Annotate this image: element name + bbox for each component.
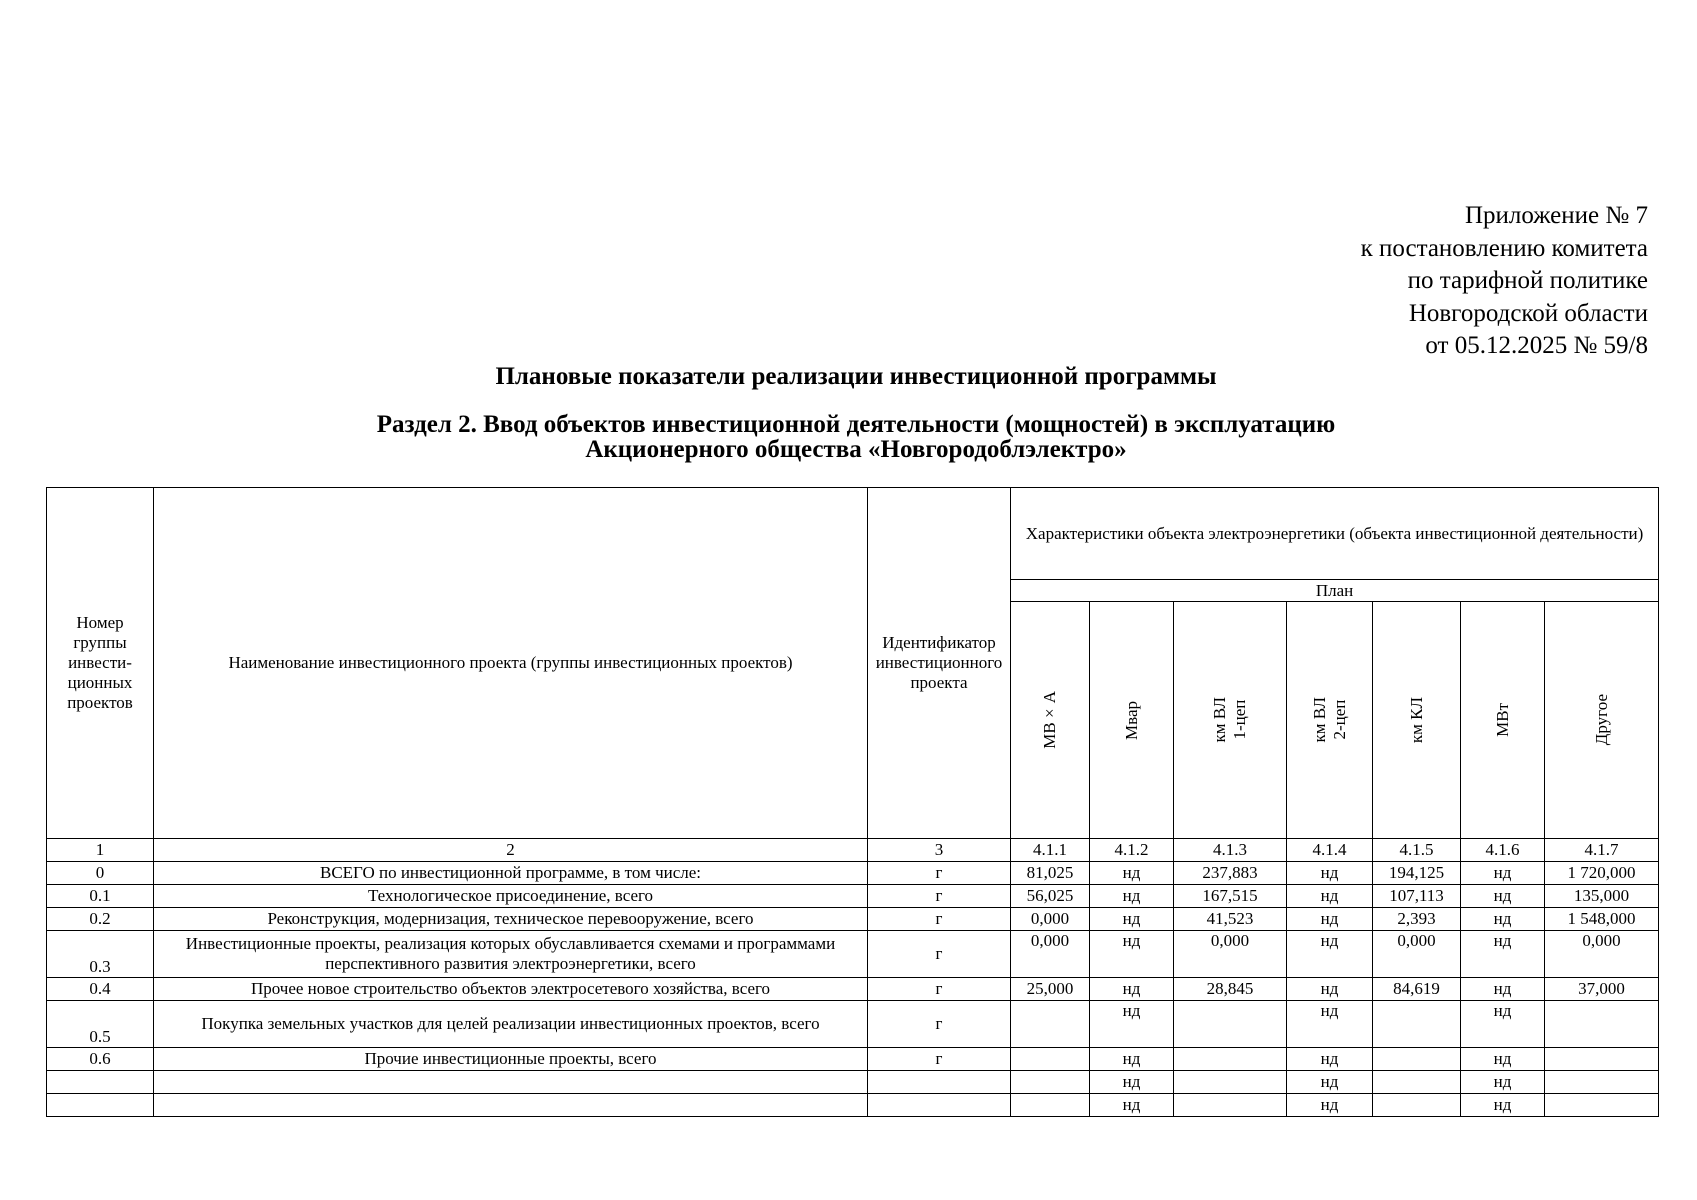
header-unit-label: Другое bbox=[1591, 694, 1611, 746]
table-row bbox=[47, 1071, 1659, 1094]
row-value: нд bbox=[1287, 885, 1373, 908]
row-value bbox=[1174, 1048, 1287, 1071]
row-project-name: Покупка земельных участков для целей реализации инвестиционных проектов, всего bbox=[154, 1001, 868, 1048]
row-value: нд bbox=[1461, 1071, 1545, 1094]
column-number: 4.1.7 bbox=[1545, 839, 1659, 862]
row-value: нд bbox=[1287, 1094, 1373, 1117]
row-value: 194,125 bbox=[1373, 862, 1461, 885]
header-characteristics: Характеристики объекта электроэнергетики (объекта инвестиционной деятельности) bbox=[1011, 488, 1659, 580]
row-value: 0,000 bbox=[1011, 931, 1090, 978]
row-project-id: г bbox=[868, 931, 1011, 978]
row-project-id: г bbox=[868, 885, 1011, 908]
row-value: 81,025 bbox=[1011, 862, 1090, 885]
row-project-name: ВСЕГО по инвестиционной программе, в том числе: bbox=[154, 862, 868, 885]
table-row bbox=[47, 931, 1659, 978]
header-unit-label: Мвар bbox=[1121, 700, 1141, 740]
row-value: нд bbox=[1287, 1071, 1373, 1094]
row-value: нд bbox=[1287, 931, 1373, 978]
row-group-number bbox=[47, 1071, 154, 1094]
row-value bbox=[1545, 1094, 1659, 1117]
row-value: 0,000 bbox=[1011, 908, 1090, 931]
row-value: 135,000 bbox=[1545, 885, 1659, 908]
row-value: нд bbox=[1090, 1094, 1174, 1117]
row-project-id bbox=[868, 1094, 1011, 1117]
row-group-number: 0.3 bbox=[47, 931, 154, 978]
row-value bbox=[1011, 1071, 1090, 1094]
header-plan: План bbox=[1011, 580, 1659, 602]
row-project-id: г bbox=[868, 1001, 1011, 1048]
row-value: 1 720,000 bbox=[1545, 862, 1659, 885]
row-value: 56,025 bbox=[1011, 885, 1090, 908]
row-group-number bbox=[47, 1094, 154, 1117]
header-unit-label: км ВЛ 2-цеп bbox=[1309, 697, 1349, 743]
row-project-name: Инвестиционные проекты, реализация которых обуславливается схемами и программами перспективного развития электроэнергетики, всего bbox=[154, 931, 868, 978]
row-value: 0,000 bbox=[1545, 931, 1659, 978]
row-value: нд bbox=[1461, 1094, 1545, 1117]
investment-indicators-table bbox=[46, 487, 1659, 1117]
header-group-number: Номер группы инвести-ционных проектов bbox=[47, 488, 154, 839]
section-title: Раздел 2. Ввод объектов инвестиционной деятельности (мощностей) в эксплуатацию bbox=[376, 411, 1336, 438]
column-number: 1 bbox=[47, 839, 154, 862]
row-value: нд bbox=[1461, 978, 1545, 1001]
column-number: 4.1.4 bbox=[1287, 839, 1373, 862]
row-value bbox=[1011, 1048, 1090, 1071]
header-project-id: Идентификатор инвестиционного проекта bbox=[868, 488, 1011, 839]
appendix-line: к постановлению комитета bbox=[1360, 234, 1648, 262]
row-value: нд bbox=[1461, 885, 1545, 908]
header-unit bbox=[1373, 602, 1461, 839]
row-value bbox=[1373, 1094, 1461, 1117]
row-group-number: 0.6 bbox=[47, 1048, 154, 1071]
header-unit bbox=[1011, 602, 1090, 839]
header-unit bbox=[1287, 602, 1373, 839]
row-value: 25,000 bbox=[1011, 978, 1090, 1001]
row-value bbox=[1545, 1001, 1659, 1048]
row-value: нд bbox=[1090, 1071, 1174, 1094]
header-unit-label: МВт bbox=[1492, 703, 1512, 737]
row-value bbox=[1011, 1001, 1090, 1048]
header-unit-label: км КЛ bbox=[1406, 696, 1426, 744]
table-body bbox=[47, 862, 1659, 1117]
table-row bbox=[47, 885, 1659, 908]
row-value: нд bbox=[1287, 978, 1373, 1001]
company-title: Акционерного общества «Новгородоблэлектро» bbox=[585, 436, 1127, 463]
row-project-name: Технологическое присоединение, всего bbox=[154, 885, 868, 908]
row-group-number: 0 bbox=[47, 862, 154, 885]
appendix-line: по тарифной политике bbox=[1407, 267, 1648, 294]
header-unit bbox=[1090, 602, 1174, 839]
row-group-number: 0.4 bbox=[47, 978, 154, 1001]
row-value bbox=[1373, 1048, 1461, 1071]
appendix-line: от 05.12.2025 № 59/8 bbox=[1425, 332, 1648, 359]
row-value bbox=[1011, 1094, 1090, 1117]
row-project-name: Реконструкция, модернизация, техническое перевооружение, всего bbox=[154, 908, 868, 931]
column-number: 4.1.5 bbox=[1373, 839, 1461, 862]
row-value: нд bbox=[1090, 931, 1174, 978]
row-value: нд bbox=[1461, 862, 1545, 885]
appendix-block bbox=[1361, 200, 1648, 363]
row-value: 237,883 bbox=[1174, 862, 1287, 885]
row-value: 2,393 bbox=[1373, 908, 1461, 931]
document-title: Плановые показатели реализации инвестиционной программы bbox=[495, 363, 1217, 390]
row-value: нд bbox=[1090, 1001, 1174, 1048]
header-unit bbox=[1461, 602, 1545, 839]
header-unit-label: км ВЛ 1-цеп bbox=[1210, 697, 1249, 743]
row-project-name bbox=[154, 1094, 868, 1117]
column-number: 4.1.1 bbox=[1011, 839, 1090, 862]
row-project-id bbox=[868, 1071, 1011, 1094]
row-project-name: Прочее новое строительство объектов электросетевого хозяйства, всего bbox=[154, 978, 868, 1001]
row-project-id: г bbox=[868, 978, 1011, 1001]
header-unit-label: МВ×А bbox=[1040, 691, 1059, 749]
row-value: 84,619 bbox=[1373, 978, 1461, 1001]
row-value: 107,113 bbox=[1373, 885, 1461, 908]
row-value bbox=[1174, 1001, 1287, 1048]
appendix-line: Приложение № 7 bbox=[1464, 202, 1648, 229]
header-unit bbox=[1174, 602, 1287, 839]
row-value: нд bbox=[1090, 885, 1174, 908]
row-value: 0,000 bbox=[1373, 931, 1461, 978]
row-value: 0,000 bbox=[1174, 931, 1287, 978]
row-value bbox=[1545, 1048, 1659, 1071]
table-row bbox=[47, 1094, 1659, 1117]
column-number-row bbox=[47, 839, 1659, 862]
column-number: 3 bbox=[868, 839, 1011, 862]
row-value bbox=[1373, 1001, 1461, 1048]
row-group-number: 0.2 bbox=[47, 908, 154, 931]
header-project-name: Наименование инвестиционного проекта (группы инвестиционных проектов) bbox=[154, 488, 868, 839]
row-project-id: г bbox=[868, 908, 1011, 931]
row-value bbox=[1373, 1071, 1461, 1094]
row-value bbox=[1545, 1071, 1659, 1094]
row-group-number: 0.1 bbox=[47, 885, 154, 908]
row-value: 28,845 bbox=[1174, 978, 1287, 1001]
row-value: нд bbox=[1090, 1048, 1174, 1071]
row-project-name: Прочие инвестиционные проекты, всего bbox=[154, 1048, 868, 1071]
column-number: 2 bbox=[154, 839, 868, 862]
row-value: нд bbox=[1287, 908, 1373, 931]
table-row bbox=[47, 1048, 1659, 1071]
row-project-name bbox=[154, 1071, 868, 1094]
row-value: нд bbox=[1090, 862, 1174, 885]
row-value: нд bbox=[1090, 978, 1174, 1001]
row-value: нд bbox=[1461, 1001, 1545, 1048]
row-project-id: г bbox=[868, 1048, 1011, 1071]
row-value: нд bbox=[1461, 931, 1545, 978]
row-value: 167,515 bbox=[1174, 885, 1287, 908]
row-value bbox=[1174, 1094, 1287, 1117]
row-project-id: г bbox=[868, 862, 1011, 885]
row-value: нд bbox=[1287, 1001, 1373, 1048]
row-value: 37,000 bbox=[1545, 978, 1659, 1001]
appendix-line: Новгородской области bbox=[1408, 299, 1648, 327]
table-row bbox=[47, 978, 1659, 1001]
row-value: нд bbox=[1287, 862, 1373, 885]
column-number: 4.1.2 bbox=[1090, 839, 1174, 862]
row-value: 41,523 bbox=[1174, 908, 1287, 931]
row-value: нд bbox=[1461, 908, 1545, 931]
table-row bbox=[47, 1001, 1659, 1048]
column-number: 4.1.6 bbox=[1461, 839, 1545, 862]
table-row bbox=[47, 862, 1659, 885]
table-row bbox=[47, 908, 1659, 931]
header-unit bbox=[1545, 602, 1659, 839]
row-group-number: 0.5 bbox=[47, 1001, 154, 1048]
row-value bbox=[1174, 1071, 1287, 1094]
row-value: 1 548,000 bbox=[1545, 908, 1659, 931]
row-value: нд bbox=[1461, 1048, 1545, 1071]
row-value: нд bbox=[1287, 1048, 1373, 1071]
row-value: нд bbox=[1090, 908, 1174, 931]
column-number: 4.1.3 bbox=[1174, 839, 1287, 862]
